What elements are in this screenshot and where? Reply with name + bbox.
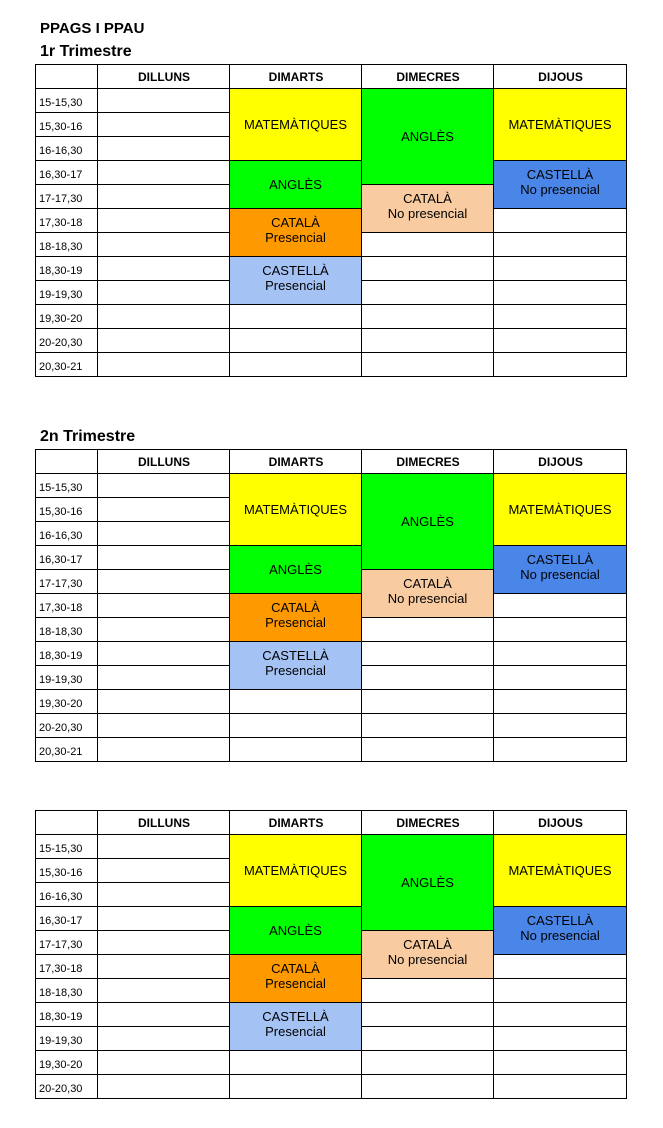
slot-cell [493,954,627,979]
slot-cell [361,713,494,738]
slot-cell [97,88,230,113]
block-castella-dijous [493,545,627,594]
slot-cell [361,978,494,1003]
header-cell [35,64,98,89]
subject-mode: Presencial [265,975,326,991]
time-label: 19-19,30 [39,1035,83,1047]
time-label: 18-18,30 [39,987,83,999]
day-header: DIJOUS [538,70,583,84]
slot-cell [493,737,627,762]
block-angles-dimarts [229,160,362,209]
time-label: 18,30-19 [39,265,83,277]
block-matematiques-dimarts [229,88,362,161]
slot-cell [97,978,230,1003]
time-label: 15,30-16 [39,867,83,879]
subject-name: ANGLÈS [269,562,322,577]
slot-cell [97,737,230,762]
time-label: 20-20,30 [39,1083,83,1095]
slot-cell [97,930,230,955]
subject-mode: Presencial [265,614,326,630]
slot-cell [493,1074,627,1099]
section-title: 2n Trimestre [40,428,136,445]
block-angles-dimarts [229,545,362,594]
block-angles-dimecres [361,473,494,570]
slot-cell [97,569,230,594]
subject-name: CASTELLÀ [526,551,594,567]
slot-cell [97,497,230,522]
time-label: 20-20,30 [39,722,83,734]
slot-cell [97,1074,230,1099]
subject-name: MATEMÀTIQUES [508,502,612,517]
slot-cell [493,1026,627,1051]
slot-cell [493,617,627,642]
time-label: 19-19,30 [39,289,83,301]
day-header: DIJOUS [538,455,583,469]
day-header: DILLUNS [138,70,190,84]
subject-mode: Presencial [265,277,326,293]
time-label: 19-19,30 [39,674,83,686]
subject-mode: No presencial [387,590,468,606]
block-matematiques-dijous [493,473,627,546]
block-catala-dimarts [229,954,362,1003]
time-label: 20,30-21 [39,746,83,758]
time-label: 16,30-17 [39,169,83,181]
slot-cell [361,328,494,353]
subject-mode: Presencial [265,1023,326,1039]
subject-name: ANGLÈS [401,129,454,144]
subject-name: CASTELLÀ [262,647,329,663]
slot-cell [97,184,230,209]
time-label: 19,30-20 [39,1059,83,1071]
slot-cell [361,689,494,714]
slot-cell [493,713,627,738]
slot-cell [97,136,230,161]
slot-cell [229,1050,362,1075]
header-cell [35,810,98,835]
time-label: 16-16,30 [39,891,83,903]
subject-name: CASTELLÀ [262,262,329,278]
slot-cell [493,641,627,666]
time-label: 17-17,30 [39,578,83,590]
slot-cell [97,545,230,570]
subject-name: MATEMÀTIQUES [243,117,348,132]
subject-name: MATEMÀTIQUES [508,117,612,132]
day-header: DILLUNS [138,455,190,469]
subject-name: CATALÀ [403,190,452,206]
block-angles-dimecres [361,834,494,931]
block-catala-dimecres [361,184,494,233]
slot-cell [493,978,627,1003]
slot-cell [229,328,362,353]
schedule-table [35,810,627,1098]
slot-cell [493,1002,627,1027]
day-header: DIMARTS [268,70,324,84]
day-header: DIMARTS [268,816,324,830]
slot-cell [361,617,494,642]
slot-cell [97,834,230,859]
block-catala-dimarts [229,593,362,642]
header-cell [35,449,98,474]
subject-name: MATEMÀTIQUES [243,502,348,517]
subject-mode: No presencial [520,566,600,582]
slot-cell [229,737,362,762]
slot-cell [361,737,494,762]
slot-cell [97,473,230,498]
block-catala-dimecres [361,930,494,979]
slot-cell [97,882,230,907]
slot-cell [493,593,627,618]
subject-mode: No presencial [387,205,468,221]
schedule-table [35,449,627,761]
slot-cell [493,1050,627,1075]
slot-cell [229,352,362,377]
block-catala-dimecres [361,569,494,618]
time-label: 20-20,30 [39,337,83,349]
slot-cell [97,713,230,738]
subject-name: CASTELLÀ [262,1008,329,1024]
time-label: 16-16,30 [39,145,83,157]
slot-cell [493,232,627,257]
time-label: 18,30-19 [39,1011,83,1023]
subject-mode: No presencial [387,951,468,967]
subject-mode: No presencial [520,927,600,943]
day-header: DIMECRES [396,816,460,830]
subject-name: CASTELLÀ [526,166,594,182]
time-label: 19,30-20 [39,698,83,710]
time-label: 15-15,30 [39,97,83,109]
block-castella-dimarts [229,1002,362,1051]
slot-cell [493,665,627,690]
time-label: 16,30-17 [39,554,83,566]
slot-cell [229,713,362,738]
block-castella-dimarts [229,256,362,305]
subject-name: CATALÀ [271,214,320,230]
subject-name: ANGLÈS [269,177,322,192]
slot-cell [361,1002,494,1027]
slot-cell [97,521,230,546]
slot-cell [361,665,494,690]
slot-cell [493,256,627,281]
slot-cell [97,352,230,377]
subject-name: ANGLÈS [269,923,322,938]
time-label: 15-15,30 [39,482,83,494]
subject-mode: Presencial [265,229,326,245]
subject-name: CASTELLÀ [526,912,594,928]
slot-cell [361,1050,494,1075]
block-angles-dimecres [361,88,494,185]
subject-name: ANGLÈS [401,514,454,529]
slot-cell [97,689,230,714]
slot-cell [361,304,494,329]
time-label: 17-17,30 [39,939,83,951]
block-matematiques-dijous [493,834,627,907]
time-label: 18-18,30 [39,626,83,638]
slot-cell [97,160,230,185]
slot-cell [229,1074,362,1099]
subject-name: CATALÀ [403,936,452,952]
slot-cell [97,1026,230,1051]
time-label: 18,30-19 [39,650,83,662]
slot-cell [97,328,230,353]
slot-cell [493,304,627,329]
slot-cell [361,352,494,377]
subject-mode: No presencial [520,181,600,197]
block-castella-dijous [493,906,627,955]
time-label: 20,30-21 [39,361,83,373]
time-label: 19,30-20 [39,313,83,325]
time-label: 15,30-16 [39,121,83,133]
time-label: 17,30-18 [39,963,83,975]
subject-name: CATALÀ [403,575,452,591]
day-header: DIMECRES [396,455,460,469]
time-label: 16-16,30 [39,530,83,542]
day-header: DIMARTS [268,455,324,469]
block-matematiques-dimarts [229,834,362,907]
slot-cell [361,232,494,257]
slot-cell [97,232,230,257]
slot-cell [97,208,230,233]
subject-name: CATALÀ [271,960,320,976]
time-label: 15-15,30 [39,843,83,855]
slot-cell [493,280,627,305]
slot-cell [493,208,627,233]
time-label: 18-18,30 [39,241,83,253]
subject-mode: Presencial [265,662,326,678]
schedule-table [35,64,627,376]
slot-cell [493,352,627,377]
slot-cell [97,906,230,931]
slot-cell [97,304,230,329]
day-header: DIMECRES [396,70,460,84]
slot-cell [97,593,230,618]
subject-name: MATEMÀTIQUES [243,863,348,878]
slot-cell [361,280,494,305]
slot-cell [493,328,627,353]
slot-cell [97,112,230,137]
time-label: 15,30-16 [39,506,83,518]
day-header: DIJOUS [538,816,583,830]
block-castella-dimarts [229,641,362,690]
time-label: 17,30-18 [39,602,83,614]
slot-cell [229,304,362,329]
slot-cell [97,1050,230,1075]
slot-cell [97,617,230,642]
block-angles-dimarts [229,906,362,955]
time-label: 16,30-17 [39,915,83,927]
time-label: 17,30-18 [39,217,83,229]
subject-name: CATALÀ [271,599,320,615]
block-catala-dimarts [229,208,362,257]
slot-cell [97,280,230,305]
section-title: 1r Trimestre [40,43,132,60]
slot-cell [97,256,230,281]
block-matematiques-dimarts [229,473,362,546]
slot-cell [97,858,230,883]
slot-cell [493,689,627,714]
slot-cell [361,1074,494,1099]
day-header: DILLUNS [138,816,190,830]
document-title: PPAGS I PPAU [40,20,145,37]
subject-name: MATEMÀTIQUES [508,863,612,878]
slot-cell [97,954,230,979]
slot-cell [361,1026,494,1051]
slot-cell [97,1002,230,1027]
slot-cell [97,665,230,690]
slot-cell [361,256,494,281]
slot-cell [229,689,362,714]
block-castella-dijous [493,160,627,209]
block-matematiques-dijous [493,88,627,161]
slot-cell [361,641,494,666]
time-label: 17-17,30 [39,193,83,205]
slot-cell [97,641,230,666]
subject-name: ANGLÈS [401,875,454,890]
